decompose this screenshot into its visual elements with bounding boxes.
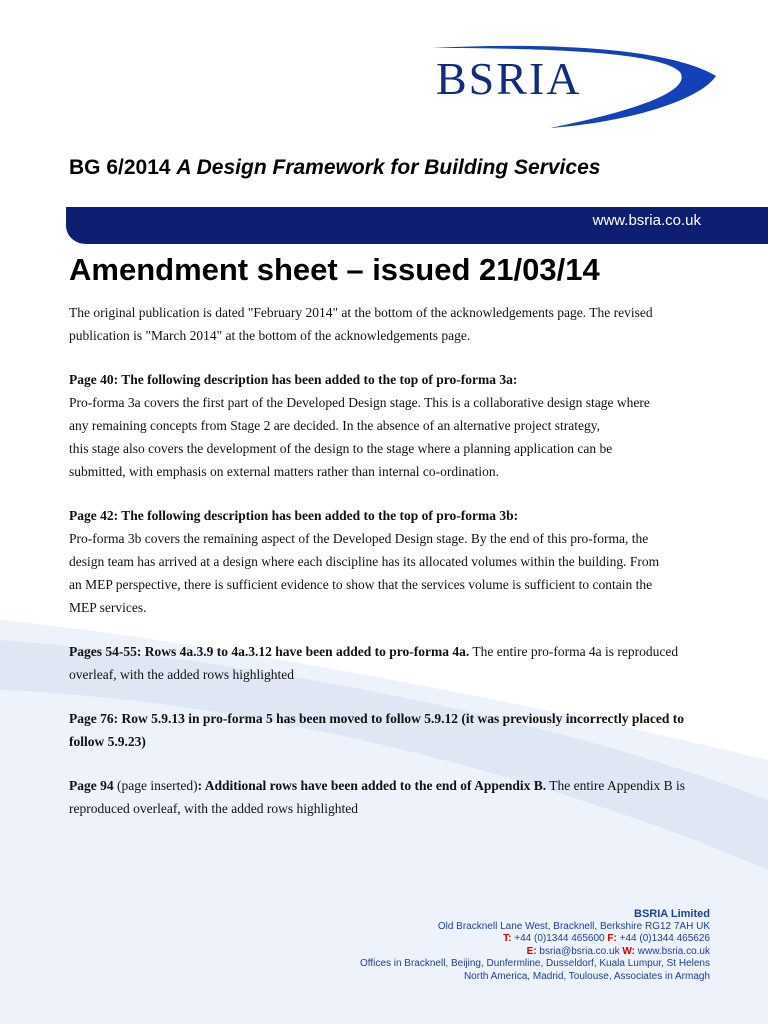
intro-paragraph: The original publication is dated "February 2014" at the bottom of the acknowledgements page. The revised publication is "March 2014" at the bottom of the acknowledgements page. [69,305,653,343]
amendment-title-note: (page inserted) [113,778,198,793]
amendment-line: any remaining concepts from Stage 2 are decided. In the absence of an alternative project strategy, [69,418,601,433]
company-footer [360,908,710,983]
email-label: E: [526,945,537,957]
amendment-line: design team has arrived at a design where each discipline has its allocated volumes within the building. From [69,554,660,569]
footer-company-name: BSRIA Limited [634,908,710,920]
phone-label: T: [503,933,512,944]
email-link[interactable]: bsria@bsria.co.uk [536,945,623,957]
footer-associates: North America, Madrid, Toulouse, Associates in Armagh [463,970,710,982]
amendment-title: Page 42: The following description has been added to the top of pro-forma 3b: [69,508,519,523]
phone-number: +44 (0)1344 465600 [511,933,608,944]
footer-offices: Offices in Bracknell, Beijing, Dunfermline, Dusseldorf, Kuala Lumpur, St Helens [360,958,710,969]
amendment-text: The entire Appendix B is reproduced overleaf, with the added rows highlighted [69,778,686,816]
amendment-content [69,301,699,841]
amendment-title: Page 76: Row 5.9.13 in pro-forma 5 has been moved to follow 5.9.12 (it was previously incorrectly placed to follow 5.9.23) [69,711,684,749]
amendment-page-42 [69,504,699,619]
amendment-line: Pro-forma 3b covers the remaining aspect of the Developed Design stage. By the end of this pro-forma, the [69,531,649,546]
fax-label: F: [607,933,617,944]
publication-name: A Design Framework for Building Services [176,156,601,179]
amendment-page-94 [69,774,699,820]
amendment-title: Page 40: The following description has been added to the top of pro-forma 3a: [69,372,518,387]
amendment-title: : Additional rows have been added to the end of Appendix B. [197,778,547,793]
amendment-heading: Amendment sheet – issued 21/03/14 [69,252,600,287]
amendment-title: Pages 54-55: Rows 4a.3.9 to 4a.3.12 have been added to pro-forma 4a. [69,644,470,659]
amendment-title-page: Page 94 [69,778,114,793]
footer-address: Old Bracknell Lane West, Bracknell, Berkshire RG12 7AH UK [437,920,710,932]
amendment-line: an MEP perspective, there is sufficient evidence to show that the services volume is sufficient to contain the [69,577,653,592]
amendment-page-40 [69,368,699,483]
publication-code: BG 6/2014 [69,156,171,179]
amendment-line: submitted, with emphasis on external matters rather than internal co-ordination. [69,464,500,479]
amendment-line: MEP services. [69,600,147,615]
publication-title [69,156,600,180]
footer-phone-fax [360,933,710,946]
footer-website-link[interactable]: www.bsria.co.uk [634,945,710,957]
bsria-logo-text: BSRIA [436,53,582,104]
fax-number: +44 (0)1344 465626 [616,933,710,944]
amendment-text: The entire pro-forma 4a is reproduced overleaf, with the added rows highlighted [69,644,679,682]
amendment-line: Pro-forma 3a covers the first part of the Developed Design stage. This is a collaborative design stage where [69,395,650,410]
amendment-page-76 [69,707,699,753]
web-label: W: [622,945,635,957]
website-link[interactable]: www.bsria.co.uk [592,212,701,229]
footer-email-web [360,946,710,959]
amendment-pages-54-55 [69,640,699,686]
amendment-line: this stage also covers the development of the design to the stage where a planning application can be [69,441,613,456]
